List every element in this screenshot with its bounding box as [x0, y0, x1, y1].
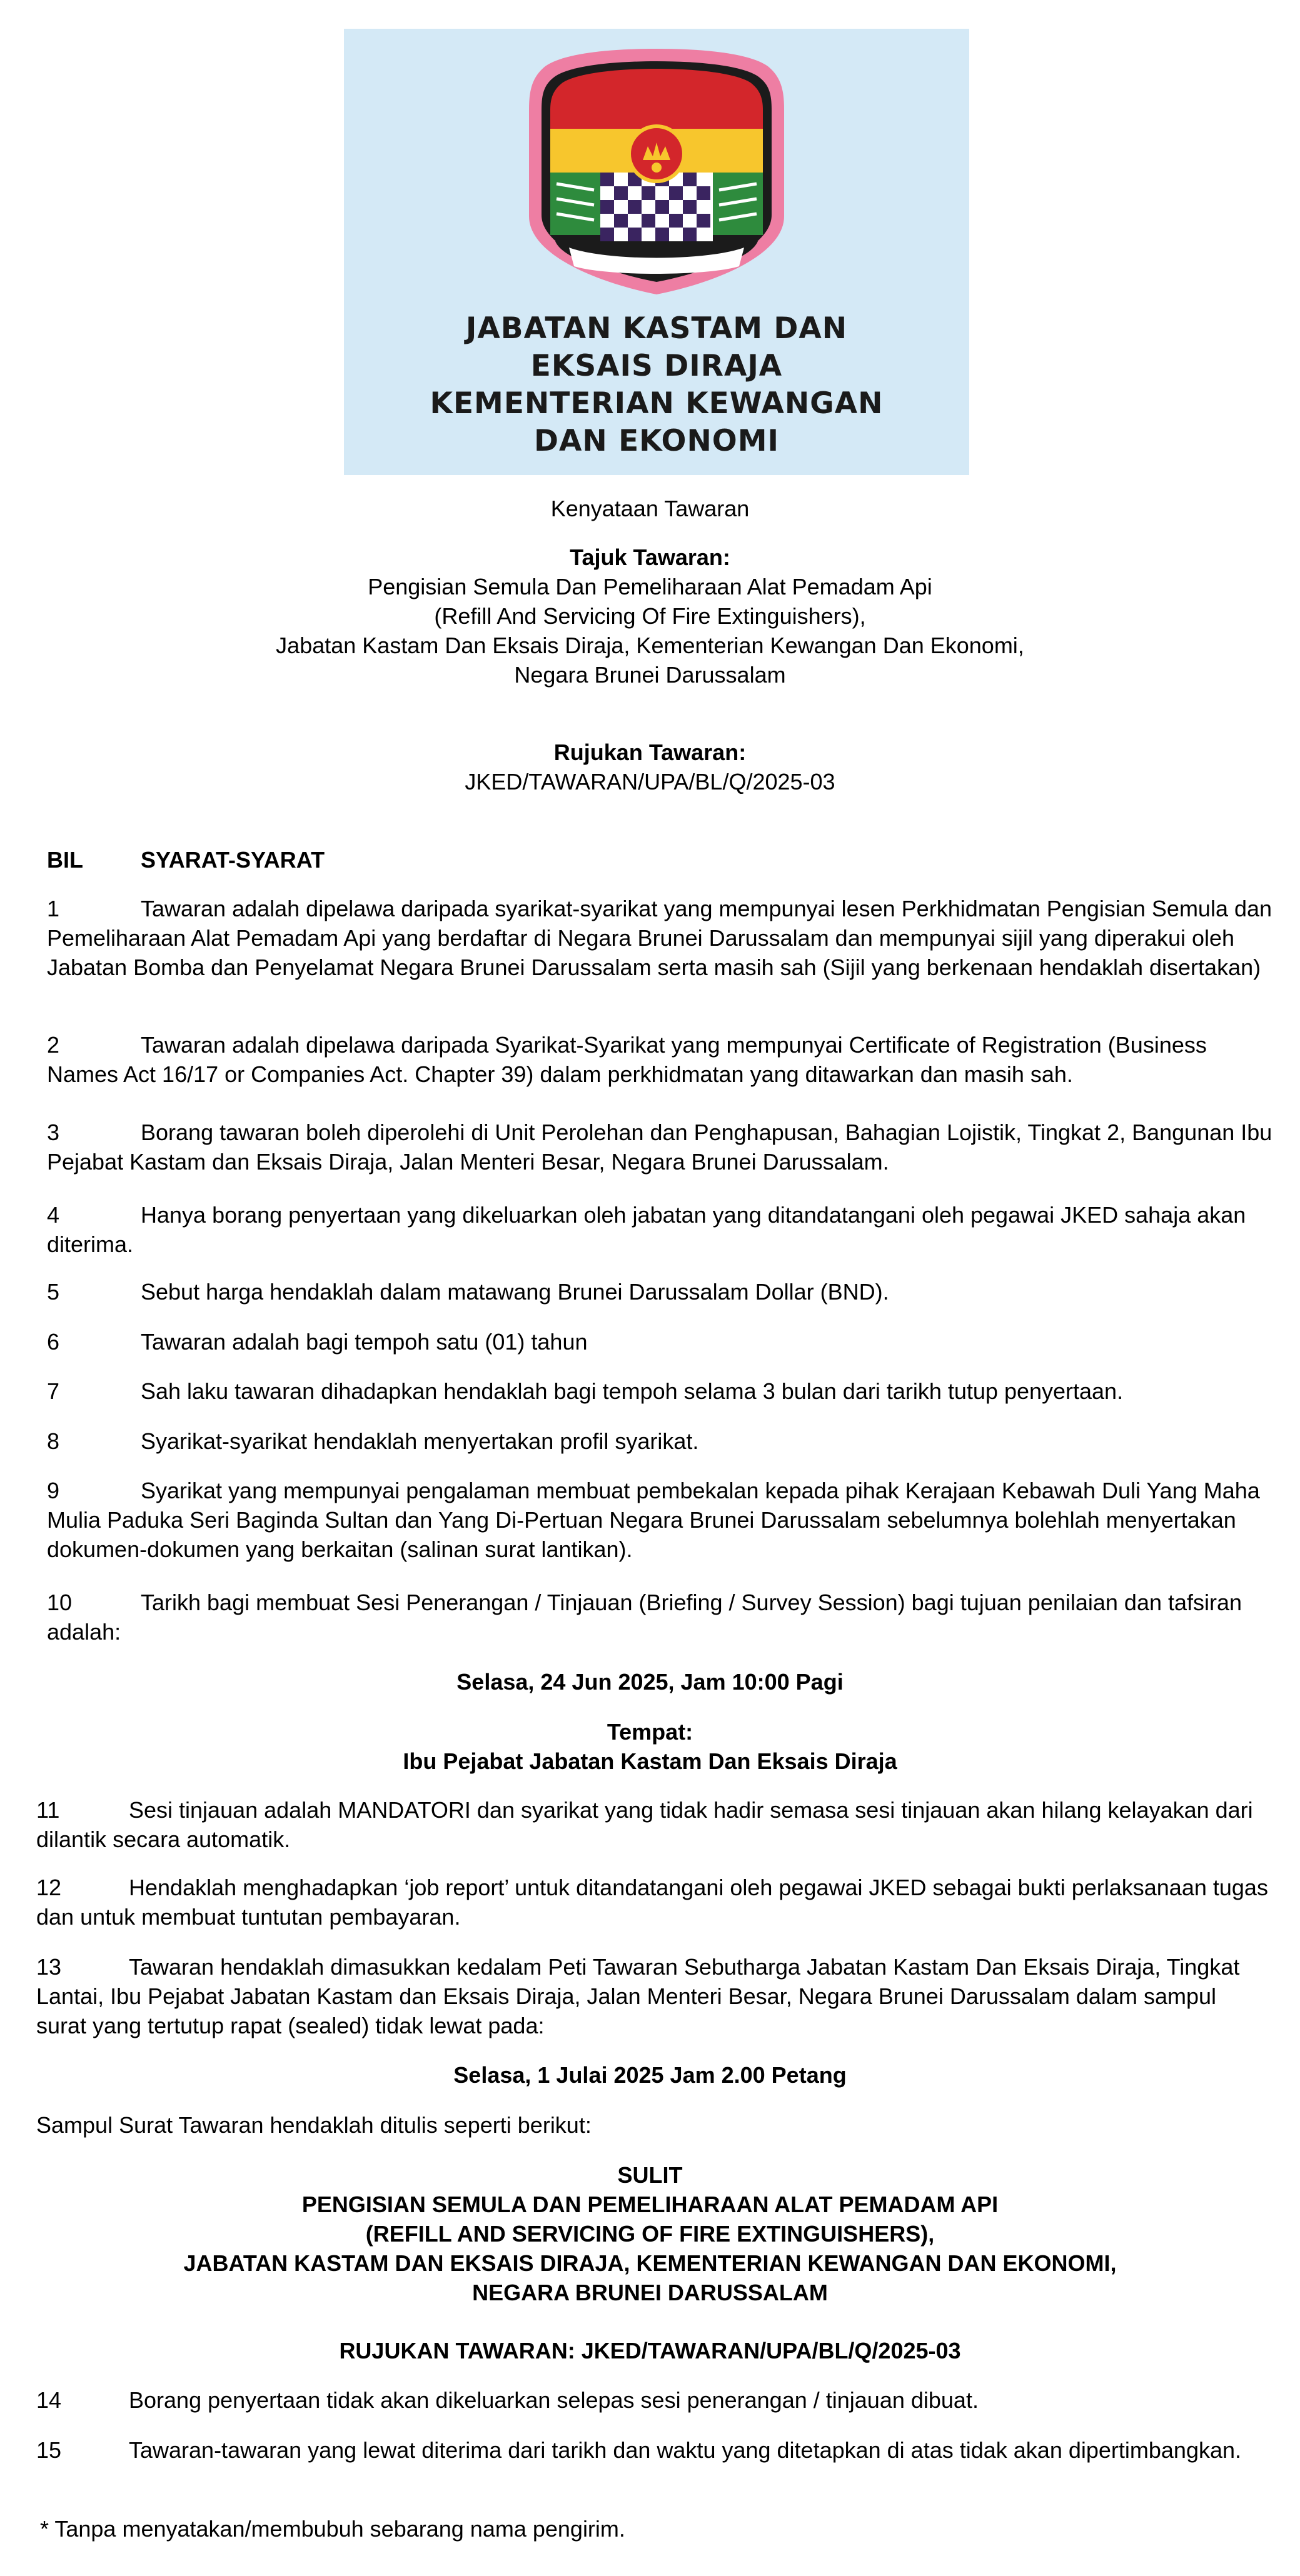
condition-item [47, 1426, 1272, 1456]
envelope-line: SULIT [617, 2162, 683, 2188]
tajuk-line: Negara Brunei Darussalam [514, 662, 786, 688]
item-number: 6 [47, 1329, 60, 1355]
item-number: 7 [47, 1378, 60, 1404]
footnote: * Tanpa menyatakan/membubuh sebarang nama pengirim. [40, 2516, 625, 2542]
item-text: Sah laku tawaran dihadapkan hendaklah bagi tempoh selama 3 bulan dari tarikh tutup penyertaan. [141, 1378, 1124, 1404]
item-number: 4 [47, 1202, 60, 1228]
banner-title-line: KEMENTERIAN KEWANGAN [430, 386, 884, 421]
condition-item [36, 2435, 1268, 2465]
banner-title-line: DAN EKONOMI [533, 424, 779, 458]
condition-item [47, 1118, 1272, 1176]
tajuk-line: Jabatan Kastam Dan Eksais Diraja, Kementerian Kewangan Dan Ekonomi, [276, 633, 1024, 658]
item-number: 10 [47, 1590, 73, 1615]
tajuk-line: Pengisian Semula Dan Pemeliharaan Alat Pemadam Api [368, 574, 932, 599]
item-text: Tawaran adalah dipelawa daripada syarikat-syarikat yang mempunyai lesen Perkhidmatan Pengisian Semula dan Pemeliharaan Alat Pemadam Api yang berdaftar di Negara Brunei Darussalam dan mempunyai sijil yang diperakui oleh Jabatan Bomba dan Penyelamat Negara Brunei Darussalam serta masih sah (Sijil yang berkenaan hendaklah disertakan) [47, 896, 1272, 980]
item-text: Tawaran adalah dipelawa daripada Syarikat-Syarikat yang mempunyai Certificate of Registration (Business Names Act 16/17 or Companies Act. Chapter 39) dalam perkhidmatan yang ditawarkan dan masih sah. [47, 1032, 1207, 1087]
condition-item [36, 1873, 1268, 1932]
col-bil-header: BIL [47, 847, 83, 873]
item-text: Syarikat yang mempunyai pengalaman membuat pembekalan kepada pihak Kerajaan Kebawah Duli Yang Maha Mulia Paduka Seri Baginda Sultan dan Yang Di-Pertuan Negara Brunei Darussalam sebelumnya bolehlah menyertakan dokumen-dokumen yang berkaitan (salinan surat lantikan). [47, 1478, 1260, 1562]
item-number: 12 [36, 1875, 62, 1900]
condition-item [47, 1588, 1272, 1646]
item-number: 13 [36, 1954, 62, 1980]
item-text: Sebut harga hendaklah dalam matawang Brunei Darussalam Dollar (BND). [141, 1279, 889, 1305]
session-datetime: Selasa, 24 Jun 2025, Jam 10:00 Pagi [456, 1669, 844, 1695]
condition-item [47, 1030, 1272, 1089]
item-text: Syarikat-syarikat hendaklah menyertakan profil syarikat. [141, 1428, 699, 1454]
item-number: 3 [47, 1120, 60, 1145]
condition-item [36, 1952, 1268, 2040]
envelope-line: (REFILL AND SERVICING OF FIRE EXTINGUISHERS), [365, 2221, 935, 2247]
item-text: Sesi tinjauan adalah MANDATORI dan syarikat yang tidak hadir semasa sesi tinjauan akan hilang kelayakan dari dilantik secara automatik. [36, 1797, 1253, 1852]
condition-item [47, 1327, 1272, 1356]
envelope-ref: RUJUKAN TAWARAN: JKED/TAWARAN/UPA/BL/Q/2025-03 [339, 2338, 961, 2363]
item-number: 14 [36, 2387, 62, 2413]
envelope-line: NEGARA BRUNEI DARUSSALAM [472, 2280, 828, 2305]
table-header [47, 845, 325, 875]
condition-item [36, 1795, 1268, 1854]
item-text: Tarikh bagi membuat Sesi Penerangan / Tinjauan (Briefing / Survey Session) bagi tujuan penilaian dan tafsiran adalah: [47, 1590, 1242, 1645]
condition-item [47, 1376, 1272, 1406]
rujukan-label: Rujukan Tawaran: [553, 739, 747, 765]
item-number: 9 [47, 1478, 60, 1503]
tajuk-line: (Refill And Servicing Of Fire Extinguishers), [434, 603, 866, 629]
item-number: 2 [47, 1032, 60, 1058]
item-text: Tawaran-tawaran yang lewat diterima dari tarikh dan waktu yang ditetapkan di atas tidak akan dipertimbangkan. [129, 2437, 1242, 2463]
condition-item [47, 1200, 1272, 1259]
item-text: Tawaran adalah bagi tempoh satu (01) tahun [141, 1329, 588, 1355]
col-syarat-header: SYARAT-SYARAT [141, 847, 325, 873]
condition-item [47, 1277, 1272, 1306]
condition-item [36, 2385, 1268, 2415]
header-banner [344, 29, 969, 475]
rujukan-value: JKED/TAWARAN/UPA/BL/Q/2025-03 [465, 769, 835, 794]
envelope-line: JABATAN KASTAM DAN EKSAIS DIRAJA, KEMENTERIAN KEWANGAN DAN EKONOMI, [183, 2250, 1117, 2276]
item-text: Hendaklah menghadapkan ‘job report’ untuk ditandatangani oleh pegawai JKED sebagai bukti perlaksanaan tugas dan untuk membuat tuntutan pembayaran. [36, 1875, 1268, 1930]
banner-title [344, 310, 969, 460]
doc-type: Kenyataan Tawaran [550, 496, 750, 521]
banner-title-line: EKSAIS DIRAJA [530, 349, 783, 383]
banner-title-line: JABATAN KASTAM DAN [465, 311, 848, 346]
item-number: 15 [36, 2437, 62, 2463]
item-number: 8 [47, 1428, 60, 1454]
envelope-line: PENGISIAN SEMULA DAN PEMELIHARAAN ALAT PEMADAM API [301, 2192, 999, 2217]
venue-label: Tempat: [607, 1719, 693, 1745]
item-text: Hanya borang penyertaan yang dikeluarkan oleh jabatan yang ditandatangani oleh pegawai JKED sahaja akan diterima. [47, 1202, 1246, 1257]
item-text: Tawaran hendaklah dimasukkan kedalam Peti Tawaran Sebutharga Jabatan Kastam Dan Eksais Diraja, Tingkat Lantai, Ibu Pejabat Jabatan Kastam dan Eksais Diraja, Jalan Menteri Besar, Negara Brunei Darussalam dalam sampul surat yang tertutup rapat (sealed) tidak lewat pada: [36, 1954, 1240, 2038]
condition-item [47, 1476, 1272, 1564]
item-number: 11 [36, 1797, 60, 1823]
item-number: 1 [47, 896, 60, 921]
venue-name: Ibu Pejabat Jabatan Kastam Dan Eksais Diraja [403, 1748, 897, 1774]
envelope-intro: Sampul Surat Tawaran hendaklah ditulis seperti berikut: [36, 2112, 592, 2138]
condition-item [47, 894, 1272, 982]
closing-datetime: Selasa, 1 Julai 2025 Jam 2.00 Petang [453, 2062, 847, 2088]
customs-crest-logo [344, 29, 969, 316]
item-text: Borang tawaran boleh diperolehi di Unit Perolehan dan Penghapusan, Bahagian Lojistik, Tingkat 2, Bangunan Ibu Pejabat Kastam dan Eksais Diraja, Jalan Menteri Besar, Negara Brunei Darussalam. [47, 1120, 1272, 1175]
item-text: Borang penyertaan tidak akan dikeluarkan selepas sesi penerangan / tinjauan dibuat. [129, 2387, 979, 2413]
tajuk-label: Tajuk Tawaran: [570, 544, 730, 570]
item-number: 5 [47, 1279, 60, 1305]
